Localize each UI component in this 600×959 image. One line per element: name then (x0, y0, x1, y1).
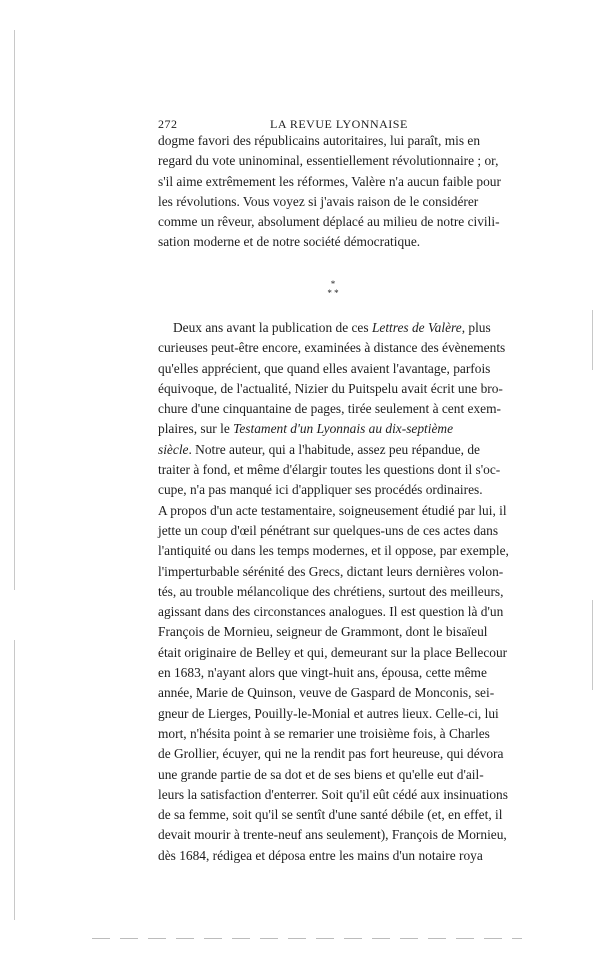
text-line: de sa femme, soit qu'il se sentît d'une santé débile (et, en effet, il (158, 807, 503, 823)
text-line (158, 318, 491, 338)
text-line: s'il aime extrêmement les réformes, Valère n'a aucun faible pour (158, 173, 501, 189)
separator-bottom-stars: * * (327, 288, 339, 298)
paragraph-main (158, 318, 509, 866)
text-line: qu'elles apprécient, que quand elles avaient l'avantage, parfois (158, 360, 491, 376)
text-line: A propos d'un acte testamentaire, soigneusement étudié par lui, il (158, 502, 507, 518)
text-line: curieuses peut-être encore, examinées à distance des évènements (158, 340, 506, 356)
text-line: chure d'une cinquantaine de pages, tirée seulement à cent exem- (158, 401, 501, 417)
text-line: traiter à fond, et même d'élargir toutes les questions dont il s'oc- (158, 462, 501, 478)
text-line: était originaire de Belley et qui, demeurant sur la place Bellecour (158, 644, 508, 660)
text-line (158, 440, 481, 460)
text-line: tés, au trouble mélancolique des chrétiens, surtout des meilleurs, (158, 583, 504, 599)
text-line: leurs la satisfaction d'enterrer. Soit qu'il eût cédé aux insinuations (158, 786, 508, 802)
text-line: devait mourir à trente-neuf ans seulement), François de Mornieu, (158, 827, 507, 843)
right-margin-mark-lower (592, 600, 593, 690)
text-line: François de Mornieu, seigneur de Grammont, dont le bisaïeul (158, 624, 488, 640)
text-run: , plus (461, 320, 491, 335)
text-line: dès 1684, rédigea et déposa entre les mains d'un notaire roya (158, 847, 483, 863)
left-margin-mark (14, 30, 15, 590)
text-line: de Grollier, écuyer, qui ne la rendit pas fort heureuse, qui dévora (158, 746, 504, 762)
text-line: dogme favori des républicains autoritaires, lui paraît, mis en (158, 133, 481, 148)
title-lettres-de-valere: Lettres de Valère (371, 320, 462, 335)
page-bottom-edge (92, 938, 522, 939)
text-line: sation moderne et de notre société démocratique. (158, 234, 421, 250)
text-line: en 1683, n'ayant alors que vingt-huit ans, épousa, cette même (158, 665, 487, 681)
text-line: l'imperturbable sérénité des Grecs, dictant leurs dernières volon- (158, 563, 504, 579)
paragraph-continued (158, 131, 501, 253)
text-run: . Notre auteur, qui a l'habitude, assez peu répandue, de (188, 441, 481, 457)
text-line: une grande partie de sa dot et de ses biens et qu'elle eut d'ail- (158, 766, 484, 782)
title-testament-end: siècle (158, 441, 189, 457)
text-run: plaires, sur le (158, 421, 234, 437)
text-line: regard du vote uninominal, essentiellement révolutionnaire ; or, (158, 153, 499, 169)
title-testament: Testament d'un Lyonnais au dix-septième (233, 421, 454, 437)
text-line: l'antiquité ou dans les temps modernes, et il oppose, par exemple, (158, 543, 509, 559)
text-line: cupe, n'a pas manqué ici d'appliquer ses procédés ordinaires. (158, 482, 483, 498)
page-number: 272 (158, 117, 178, 131)
text-line: équivoque, de l'actualité, Nizier du Puitspelu avait écrit une bro- (158, 380, 503, 396)
text-line: gneur de Lierges, Pouilly-le-Monial et autres lieux. Celle-ci, lui (158, 705, 499, 721)
text-line (158, 419, 454, 439)
text-line: année, Marie de Quinson, veuve de Gaspard de Monconis, sei- (158, 685, 495, 701)
journal-title: LA REVUE LYONNAISE (270, 117, 408, 131)
separator-top-star: * (330, 279, 336, 289)
text-line: mort, n'hésita point à se remarier une troisième fois, à Charles (158, 725, 490, 741)
right-margin-mark (592, 310, 593, 370)
section-separator (318, 280, 348, 304)
text-line: les révolutions. Vous voyez si j'avais raison de le considérer (158, 193, 479, 209)
text-line: jette un coup d'œil pénétrant sur quelques-uns de ces actes dans (158, 522, 499, 538)
text-line: comme un rêveur, absolument déplacé au milieu de notre civili- (158, 214, 500, 230)
left-margin-mark-lower (14, 640, 15, 920)
text-run: Deux ans avant la publication de ces (173, 320, 372, 335)
text-line: agissant dans des circonstances analogues. Il est question là d'un (158, 604, 504, 620)
